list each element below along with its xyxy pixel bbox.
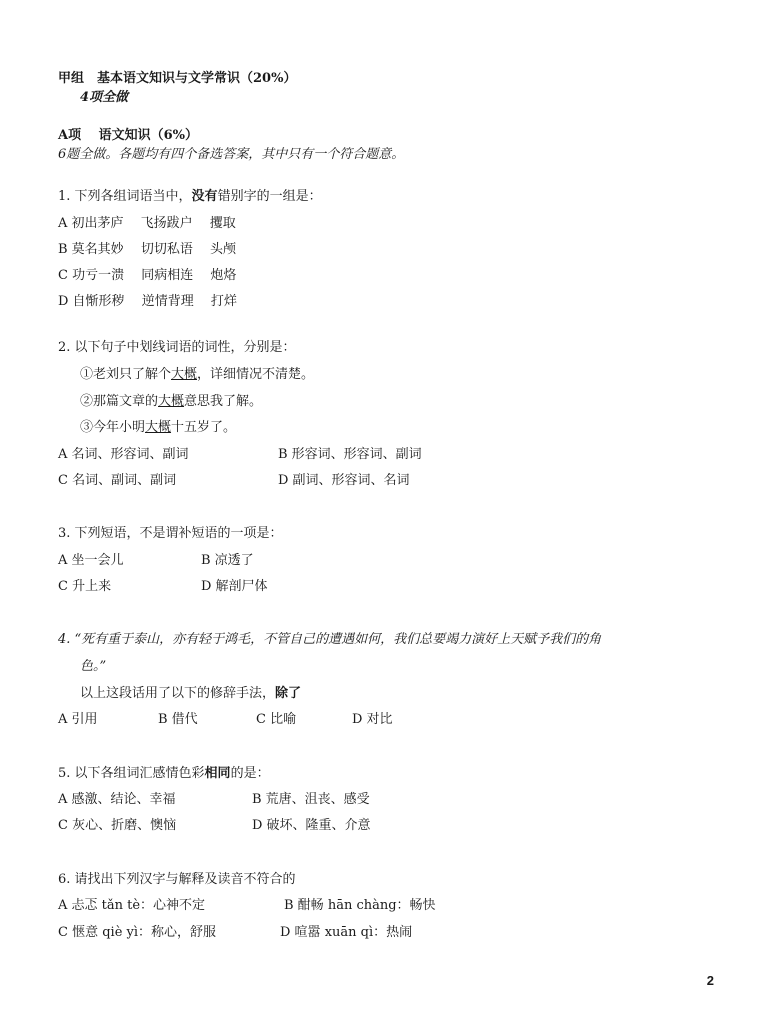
question-1-option-a: A 初出茅庐 飞扬跋户 攫取 <box>58 216 236 231</box>
question-6-prompt: 6. 请找出下列汉字与解释及读音不符合的 <box>58 872 296 887</box>
question-2-option-a: A 名词、形容词、副词 <box>58 447 189 462</box>
question-6-option-b: B 酣畅 hān chàng：畅快 <box>284 898 436 913</box>
question-4-quote-line-2: 色。” <box>80 659 107 674</box>
question-5-option-d: D 破坏、隆重、介意 <box>252 818 371 833</box>
question-2-sentence-2 <box>80 394 262 410</box>
group-title: 甲组 基本语文知识与文学常识（20%） <box>58 71 297 86</box>
question-4-emphasis: 除了 <box>275 686 302 701</box>
question-1-emphasis: 没有 <box>191 189 218 204</box>
question-2-sentence-1 <box>80 367 314 383</box>
question-4-option-d: D 对比 <box>352 712 393 727</box>
question-4-option-c: C 比喻 <box>256 712 297 727</box>
question-5-prompt-text: 5. 以下各组词汇感情色彩 <box>58 766 205 781</box>
question-2-option-c: C 名词、副词、副词 <box>58 473 177 488</box>
question-5-prompt <box>58 766 270 782</box>
sentence-2-text-end: 意思我了解。 <box>184 394 263 409</box>
question-3-option-c: C 升上来 <box>58 579 112 594</box>
question-6-option-d: D 喧嚣 xuān qì：热闹 <box>280 925 413 940</box>
question-4-option-a: A 引用 <box>58 712 98 727</box>
question-6-option-c: C 惬意 qiè yì：称心，舒服 <box>58 925 217 940</box>
question-1-prompt <box>58 189 322 205</box>
question-6-option-a: A 忐忑 tǎn tè：心神不定 <box>58 898 206 913</box>
question-4-prompt-text: 以上这段话用了以下的修辞手法， <box>80 686 276 701</box>
group-note: 4项全做 <box>80 90 129 105</box>
question-1-option-c: C 功亏一溃 同病相连 炮烙 <box>58 268 237 283</box>
question-5-option-c: C 灰心、折磨、懊恼 <box>58 818 177 833</box>
section-title: A项 语文知识（6%） <box>58 128 199 143</box>
question-1-prompt-text-end: 错别字的一组是： <box>217 189 322 204</box>
question-3-option-d: D 解剖尸体 <box>201 579 268 594</box>
question-1-option-d: D 自惭形秽 逆情背理 打烊 <box>58 294 237 309</box>
question-4-quote-line-1: 4. “死有重于泰山，亦有轻于鸿毛，不管自己的遭遇如何，我们总要竭力演好上天赋予我们的角 <box>58 632 602 647</box>
question-5-option-b: B 荒唐、沮丧、感受 <box>252 792 370 807</box>
question-4-option-b: B 借代 <box>158 712 198 727</box>
question-3-prompt: 3. 下列短语，不是谓补短语的一项是： <box>58 526 283 541</box>
question-5-emphasis: 相同 <box>204 766 231 781</box>
page-number: 2 <box>706 973 714 988</box>
question-2-sentence-3 <box>80 420 236 436</box>
question-2-option-b: B 形容词、形容词、副词 <box>278 447 422 462</box>
question-3-option-b: B 凉透了 <box>201 553 254 568</box>
sentence-3-text-end: 十五岁了。 <box>171 420 237 435</box>
sentence-1-underlined: 大概 <box>171 367 198 382</box>
sentence-1-text-end: ，详细情况不清楚。 <box>197 367 315 382</box>
sentence-2-text: ②那篇文章的 <box>80 394 159 409</box>
question-2-prompt: 2. 以下句子中划线词语的词性，分别是： <box>58 340 296 355</box>
question-5-option-a: A 感激、结论、幸福 <box>58 792 176 807</box>
question-2-option-d: D 副词、形容词、名词 <box>278 473 410 488</box>
question-4-prompt <box>80 686 301 702</box>
question-1-prompt-text: 1. 下列各组词语当中， <box>58 189 192 204</box>
sentence-2-underlined: 大概 <box>158 394 185 409</box>
question-1-option-b: B 莫名其妙 切切私语 头颅 <box>58 242 236 257</box>
question-5-prompt-text-end: 的是： <box>230 766 270 781</box>
sentence-3-underlined: 大概 <box>145 420 172 435</box>
sentence-1-text: ①老刘只了解个 <box>80 367 172 382</box>
question-3-option-a: A 坐一会儿 <box>58 553 124 568</box>
sentence-3-text: ③今年小明 <box>80 420 146 435</box>
section-instruction: 6题全做。各题均有四个备选答案，其中只有一个符合题意。 <box>58 147 405 162</box>
